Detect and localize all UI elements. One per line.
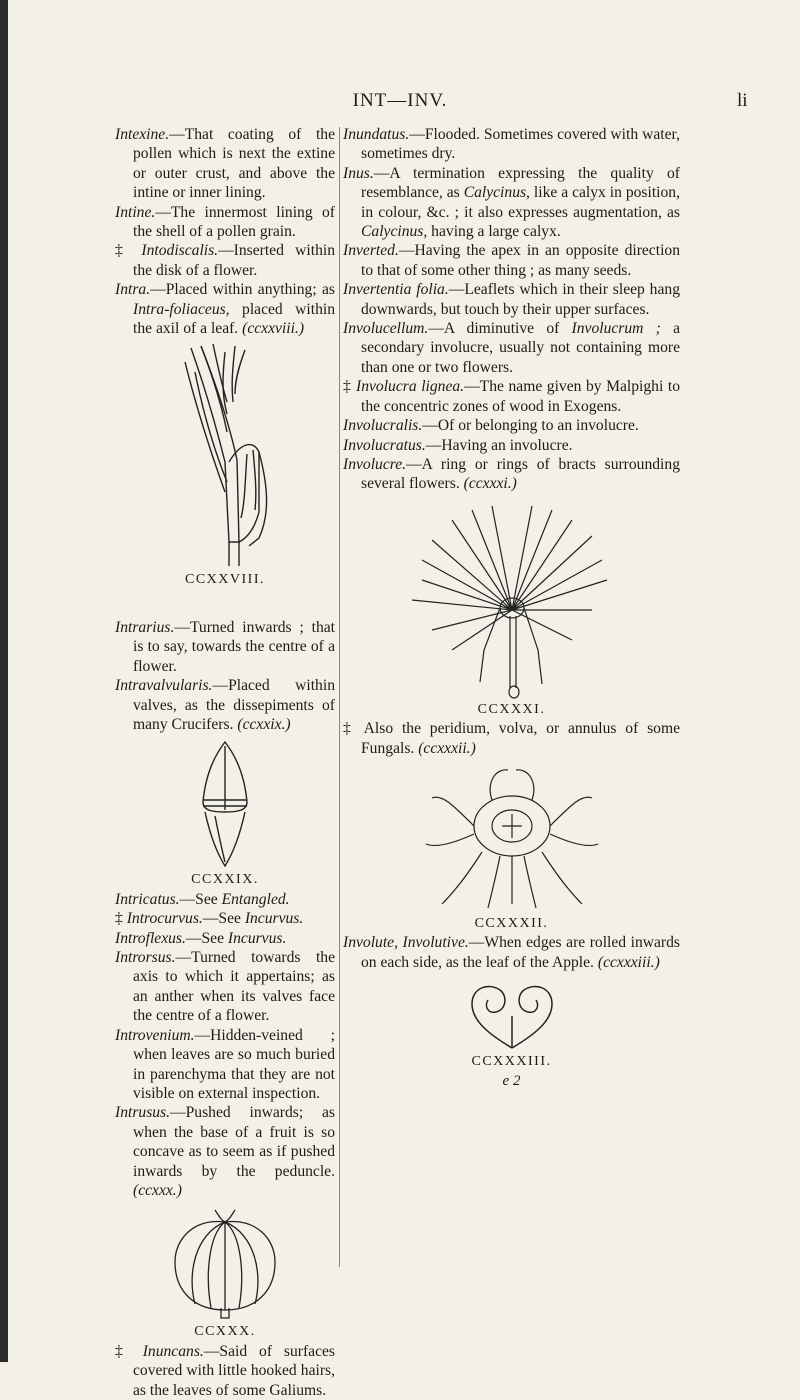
entry-text: —That coating of the pollen which is next the extine or outer crust, and above the intine or inner lining. [133,126,335,202]
left-entries-low [115,890,335,1201]
figure-ccxxxi [343,500,680,719]
dictionary-entry [115,948,335,1026]
entry-text: —Placed within valves, as the dissepiments of many Crucifers. [133,677,335,734]
entry-term: Introrsus. [115,949,176,967]
entry-text: —Said of surfaces covered with little hooked hairs, as the leaves of some Galiums. [133,1342,335,1399]
entry-text: Incurvus. [244,910,304,928]
entry-text: —Pushed inwards; as when the base of a fruit is so concave as to seem as if pushed inwards by the peduncle. [133,1104,335,1180]
entry-term: Introvenium. [115,1026,195,1044]
left-entries-end [115,1342,335,1400]
entry-term: Intine. [115,203,156,221]
figure-reference: (ccxxxi.) [463,475,517,493]
entry-text: Incurvus. [227,929,287,947]
dictionary-entry [343,377,680,416]
entry-text: —Placed within anything; as [150,281,335,299]
entry-term: Intricatus. [115,890,180,908]
entry-text: ‡ [115,910,123,928]
entry-text: placed within the axil of a leaf. [133,300,335,338]
figure-reference: (ccxxxiii.) [597,953,660,971]
entry-text: —Flooded. Sometimes covered with water, sometimes dry. [361,126,680,163]
dictionary-entry [115,241,335,280]
entry-text: —See [179,890,222,908]
figure-caption: CCXXIX. [191,872,259,888]
entry-term: Introcurvus. [126,910,203,928]
entry-text: —Hidden-veined ; when leaves are so much buried in parenchyma that they are not visible on external inspection. [133,1026,335,1102]
figure-reference: (ccxxix.) [237,716,291,734]
entry-text: ‡ [115,1342,131,1360]
stem-leaf-axil-illustration [155,342,295,570]
entry-text: —See [202,910,245,928]
entry-text: —See [185,929,228,947]
entry-term: Involute, Involutive. [343,934,469,952]
entry-text: Calycinus, [361,223,428,241]
entry-term: Involucellum. [343,320,429,338]
dictionary-entry [115,618,335,676]
dictionary-entry [343,164,680,242]
dictionary-entry [343,125,680,164]
dictionary-entry [343,933,680,972]
entry-text: Involucrum ; [571,320,661,338]
dictionary-entry [115,1103,335,1200]
entry-text: —The name given by Malpighi to the concentric zones of wood in Exogens. [361,378,680,415]
figure-ccxxxii [343,764,680,933]
signature-mark: e 2 [502,1072,521,1089]
dictionary-entry [343,416,680,435]
page-number: li [737,90,748,111]
entry-term: Inuncans. [142,1342,204,1360]
entry-text: Calycinus, [463,184,530,202]
intruded-fruit-illustration [165,1204,285,1322]
figure-note: ‡ Also the peridium, volva, or annulus of some Fungals. (ccxxxii.) [343,720,680,757]
entry-text: —Leaflets which in their sleep hang downwards, but touch by their upper surfaces. [361,281,680,318]
fungal-volva-illustration [412,764,612,914]
right-column [343,125,680,1091]
dictionary-entry [115,1026,335,1104]
entry-term: Intodiscalis. [141,242,219,260]
entry-text: having a large calyx. [427,223,561,241]
dictionary-entry [115,280,335,338]
dictionary-entry [115,125,335,203]
page-edge-shadow [0,0,8,1362]
entry-term: Intra. [115,281,151,299]
left-column [115,125,335,590]
entry-term: Intrarius. [115,619,175,636]
entry-text: ‡ [343,378,352,396]
figure-caption: CCXXVIII. [185,572,265,588]
entry-text: Intra-foliaceus, [133,300,230,318]
entry-text: —Having an involucre. [425,436,573,454]
entry-term: Intrusus. [115,1104,171,1122]
right-entries-low [343,933,680,972]
figure-ccxxxiii [343,976,680,1091]
dictionary-entry [115,890,335,909]
entry-term: Inundatus. [343,126,410,143]
entry-text: —The innermost lining of the shell of a pollen grain. [133,203,335,241]
running-header: INT—INV. [352,90,448,111]
dictionary-entry [343,280,680,319]
figure-reference: (ccxxviii.) [242,320,305,338]
entry-text: —A diminutive of [428,320,572,338]
entry-text: —Of or belonging to an involucre. [422,417,639,435]
entry-text: ‡ [115,242,131,260]
entry-term: Invertentia folia. [343,281,449,299]
entry-term: Inverted. [343,242,399,260]
figure-reference: (ccxxx.) [133,1181,182,1199]
figure-caption: CCXXX. [194,1324,256,1340]
column-divider [339,127,340,1267]
entry-term: Intexine. [115,126,170,143]
entry-term: Involucratus. [343,436,426,454]
entry-term: Intravalvularis. [115,677,213,695]
dictionary-entry [115,203,335,242]
dictionary-entry [115,929,335,948]
entry-term: Inus. [343,164,374,182]
figure-ccxxx [115,1204,335,1341]
dictionary-entry [343,455,680,494]
silique-valves-illustration [185,740,265,870]
entry-term: Involucre. [343,455,407,473]
entry-text: like a calyx in position, in colour, &c. ; it also expresses augmentation, as [361,184,680,221]
entry-text: —Inserted within the disk of a flower. [133,242,335,279]
figure-caption: CCXXXII. [474,915,549,931]
entry-term: Introflexus. [115,929,186,947]
dictionary-entry [115,676,335,734]
dictionary-entry [115,1342,335,1400]
entry-text: a secondary involucre, usually not containing more than one or two flowers. [361,320,681,376]
dictionary-entry [343,241,680,280]
entry-text: —Having the apex in an opposite direction to that of some other thing ; as many seeds. [361,242,680,279]
entry-text: —Turned inwards ; that is to say, towards the centre of a flower. [133,619,335,675]
entry-text: —Turned towards the axis to which it appertains; as an anther when its valves face the centre of a flower. [133,949,335,1025]
dictionary-entry [343,436,680,455]
entry-text: Entangled. [221,890,290,908]
left-column-lower [115,618,335,1400]
entry-term: Involucralis. [343,417,423,435]
entry-text: —A ring or rings of bracts surrounding several flowers. [361,455,680,493]
figure-ccxxix [115,740,335,889]
dictionary-entry [343,319,680,377]
entry-text: —A termination expressing the quality of resemblance, as [361,164,680,202]
right-entries-top [343,125,680,494]
involute-leaf-illustration [462,976,562,1052]
figure-ccxxviii [115,342,335,589]
figure-caption: CCXXXIII. [471,1054,552,1070]
figure-caption: CCXXXI. [477,701,546,717]
left-entries-top [115,125,335,338]
dictionary-entry [115,909,335,928]
entry-term: Involucra lignea. [356,378,465,396]
left-entries-mid [115,618,335,734]
involucre-illustration [392,500,632,700]
entry-text: —When edges are rolled inwards on each side, as the leaf of the Apple. [361,934,680,971]
